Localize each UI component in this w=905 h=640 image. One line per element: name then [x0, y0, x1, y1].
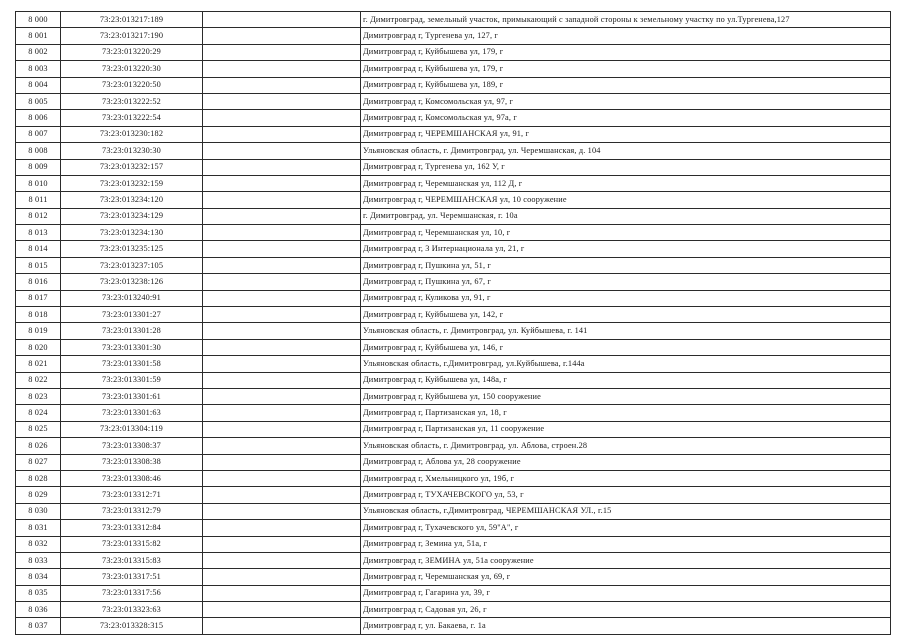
- table-row: [16, 356, 891, 372]
- address-cell: Димитровград г, 3 Интернационала ул, 21, г: [361, 241, 891, 257]
- table-row: [16, 421, 891, 437]
- row-number-cell: 8 019: [16, 323, 61, 339]
- address-cell: Димитровград г, Комсомольская ул, 97а, г: [361, 110, 891, 126]
- empty-cell: [203, 487, 361, 503]
- address-cell: Димитровград г, Гагарина ул, 39, г: [361, 585, 891, 601]
- cadastral-number-cell: 73:23:013234:130: [61, 225, 203, 241]
- table-row: [16, 470, 891, 486]
- empty-cell: [203, 569, 361, 585]
- cadastral-number-cell: 73:23:013232:157: [61, 159, 203, 175]
- row-number-cell: 8 034: [16, 569, 61, 585]
- address-cell: Димитровград г, ЧЕРЕМШАНСКАЯ ул, 10 сооружение: [361, 192, 891, 208]
- cadastral-number-cell: 73:23:013301:27: [61, 307, 203, 323]
- table-row: [16, 28, 891, 44]
- row-number-cell: 8 020: [16, 339, 61, 355]
- row-number-cell: 8 011: [16, 192, 61, 208]
- address-cell: г. Димитровград, ул. Черемшанская, г. 10а: [361, 208, 891, 224]
- empty-cell: [203, 257, 361, 273]
- cadastral-number-cell: 73:23:013217:190: [61, 28, 203, 44]
- table-row: [16, 503, 891, 519]
- cadastral-number-cell: 73:23:013308:38: [61, 454, 203, 470]
- empty-cell: [203, 159, 361, 175]
- row-number-cell: 8 023: [16, 388, 61, 404]
- empty-cell: [203, 274, 361, 290]
- table-row: [16, 208, 891, 224]
- address-cell: Димитровград г, Куйбышева ул, 179, г: [361, 44, 891, 60]
- address-cell: Димитровград г, ЧЕРЕМШАНСКАЯ ул, 91, г: [361, 126, 891, 142]
- cadastral-number-cell: 73:23:013230:182: [61, 126, 203, 142]
- row-number-cell: 8 024: [16, 405, 61, 421]
- table-row: [16, 487, 891, 503]
- table-row: [16, 257, 891, 273]
- table-row: [16, 110, 891, 126]
- cadastral-number-cell: 73:23:013312:79: [61, 503, 203, 519]
- cadastral-number-cell: 73:23:013317:56: [61, 585, 203, 601]
- table-row: [16, 61, 891, 77]
- address-cell: Димитровград г, Партизанская ул, 18, г: [361, 405, 891, 421]
- row-number-cell: 8 013: [16, 225, 61, 241]
- table-row: [16, 536, 891, 552]
- row-number-cell: 8 025: [16, 421, 61, 437]
- row-number-cell: 8 004: [16, 77, 61, 93]
- row-number-cell: 8 009: [16, 159, 61, 175]
- empty-cell: [203, 356, 361, 372]
- row-number-cell: 8 007: [16, 126, 61, 142]
- cadastral-number-cell: 73:23:013237:105: [61, 257, 203, 273]
- table-row: [16, 339, 891, 355]
- cadastral-number-cell: 73:23:013317:51: [61, 569, 203, 585]
- address-cell: Димитровград г, Комсомольская ул, 97, г: [361, 93, 891, 109]
- empty-cell: [203, 602, 361, 618]
- table-row: [16, 44, 891, 60]
- row-number-cell: 8 032: [16, 536, 61, 552]
- cadastral-number-cell: 73:23:013220:50: [61, 77, 203, 93]
- empty-cell: [203, 192, 361, 208]
- cadastral-number-cell: 73:23:013222:52: [61, 93, 203, 109]
- empty-cell: [203, 552, 361, 568]
- cadastral-number-cell: 73:23:013234:120: [61, 192, 203, 208]
- row-number-cell: 8 014: [16, 241, 61, 257]
- table-row: [16, 290, 891, 306]
- row-number-cell: 8 010: [16, 175, 61, 191]
- empty-cell: [203, 421, 361, 437]
- address-cell: Димитровград г, Куйбышева ул, 142, г: [361, 307, 891, 323]
- address-cell: Ульяновская область, г. Димитровград, ул. Аблова, строен.28: [361, 438, 891, 454]
- address-cell: Димитровград г, Садовая ул, 26, г: [361, 602, 891, 618]
- address-cell: Ульяновская область, г. Димитровград, ул. Черемшанская, д. 104: [361, 143, 891, 159]
- table-row: [16, 372, 891, 388]
- cadastral-number-cell: 73:23:013238:126: [61, 274, 203, 290]
- row-number-cell: 8 003: [16, 61, 61, 77]
- empty-cell: [203, 110, 361, 126]
- document-page: [15, 11, 890, 635]
- address-cell: Димитровград г, Хмельницкого ул, 19б, г: [361, 470, 891, 486]
- row-number-cell: 8 030: [16, 503, 61, 519]
- row-number-cell: 8 000: [16, 12, 61, 28]
- cadastral-number-cell: 73:23:013222:54: [61, 110, 203, 126]
- cadastral-number-cell: 73:23:013220:29: [61, 44, 203, 60]
- row-number-cell: 8 001: [16, 28, 61, 44]
- address-cell: Димитровград г, Черемшанская ул, 112 Д, г: [361, 175, 891, 191]
- address-cell: Ульяновская область, г. Димитровград, ул. Куйбышева, г. 141: [361, 323, 891, 339]
- row-number-cell: 8 022: [16, 372, 61, 388]
- empty-cell: [203, 126, 361, 142]
- table-row: [16, 126, 891, 142]
- cadastral-number-cell: 73:23:013301:59: [61, 372, 203, 388]
- address-cell: Димитровград г, Куйбышева ул, 179, г: [361, 61, 891, 77]
- cadastral-number-cell: 73:23:013240:91: [61, 290, 203, 306]
- cadastral-number-cell: 73:23:013308:37: [61, 438, 203, 454]
- empty-cell: [203, 585, 361, 601]
- table-row: [16, 520, 891, 536]
- empty-cell: [203, 405, 361, 421]
- address-cell: Димитровград г, Тургенева ул, 162 У, г: [361, 159, 891, 175]
- address-cell: Ульяновская область, г.Димитровград, ул.Куйбышева, г.144а: [361, 356, 891, 372]
- row-number-cell: 8 036: [16, 602, 61, 618]
- table-row: [16, 323, 891, 339]
- table-row: [16, 307, 891, 323]
- cadastral-number-cell: 73:23:013301:58: [61, 356, 203, 372]
- table-row: [16, 175, 891, 191]
- address-cell: Димитровград г, Куйбышева ул, 150 сооружение: [361, 388, 891, 404]
- empty-cell: [203, 372, 361, 388]
- empty-cell: [203, 44, 361, 60]
- row-number-cell: 8 037: [16, 618, 61, 634]
- address-cell: Димитровград г, Тухачевского ул, 59"А", г: [361, 520, 891, 536]
- row-number-cell: 8 029: [16, 487, 61, 503]
- row-number-cell: 8 017: [16, 290, 61, 306]
- table-row: [16, 405, 891, 421]
- cadastral-number-cell: 73:23:013301:63: [61, 405, 203, 421]
- cadastral-number-cell: 73:23:013315:83: [61, 552, 203, 568]
- address-cell: Димитровград г, Пушкина ул, 67, г: [361, 274, 891, 290]
- cadastral-number-cell: 73:23:013315:82: [61, 536, 203, 552]
- empty-cell: [203, 208, 361, 224]
- address-cell: Димитровград г, Черемшанская ул, 69, г: [361, 569, 891, 585]
- cadastral-number-cell: 73:23:013301:30: [61, 339, 203, 355]
- row-number-cell: 8 035: [16, 585, 61, 601]
- table-row: [16, 438, 891, 454]
- empty-cell: [203, 618, 361, 634]
- empty-cell: [203, 290, 361, 306]
- empty-cell: [203, 175, 361, 191]
- table-row: [16, 93, 891, 109]
- empty-cell: [203, 339, 361, 355]
- table-row: [16, 388, 891, 404]
- registry-table: [15, 11, 891, 635]
- empty-cell: [203, 225, 361, 241]
- row-number-cell: 8 018: [16, 307, 61, 323]
- table-row: [16, 159, 891, 175]
- empty-cell: [203, 503, 361, 519]
- empty-cell: [203, 143, 361, 159]
- empty-cell: [203, 12, 361, 28]
- row-number-cell: 8 027: [16, 454, 61, 470]
- table-row: [16, 12, 891, 28]
- empty-cell: [203, 438, 361, 454]
- address-cell: Димитровград г, Куйбышева ул, 146, г: [361, 339, 891, 355]
- registry-table-body: [16, 12, 891, 635]
- cadastral-number-cell: 73:23:013323:63: [61, 602, 203, 618]
- table-row: [16, 585, 891, 601]
- empty-cell: [203, 323, 361, 339]
- table-row: [16, 192, 891, 208]
- table-row: [16, 274, 891, 290]
- row-number-cell: 8 033: [16, 552, 61, 568]
- empty-cell: [203, 536, 361, 552]
- empty-cell: [203, 520, 361, 536]
- address-cell: Ульяновская область, г.Димитровград, ЧЕРЕМШАНСКАЯ УЛ., г.15: [361, 503, 891, 519]
- address-cell: г. Димитровград, земельный участок, примыкающий с западной стороны к земельному участку по ул.Тургенева,127: [361, 12, 891, 28]
- table-row: [16, 454, 891, 470]
- address-cell: Димитровград г, Черемшанская ул, 10, г: [361, 225, 891, 241]
- cadastral-number-cell: 73:23:013308:46: [61, 470, 203, 486]
- address-cell: Димитровград г, Пушкина ул, 51, г: [361, 257, 891, 273]
- table-row: [16, 241, 891, 257]
- table-row: [16, 602, 891, 618]
- row-number-cell: 8 026: [16, 438, 61, 454]
- cadastral-number-cell: 73:23:013304:119: [61, 421, 203, 437]
- table-row: [16, 618, 891, 634]
- cadastral-number-cell: 73:23:013230:30: [61, 143, 203, 159]
- address-cell: Димитровград г, Куйбышева ул, 148а, г: [361, 372, 891, 388]
- address-cell: Димитровград г, Партизанская ул, 11 сооружение: [361, 421, 891, 437]
- cadastral-number-cell: 73:23:013301:61: [61, 388, 203, 404]
- empty-cell: [203, 388, 361, 404]
- cadastral-number-cell: 73:23:013328:315: [61, 618, 203, 634]
- empty-cell: [203, 241, 361, 257]
- address-cell: Димитровград г, ЗЕМИНА ул, 51а сооружение: [361, 552, 891, 568]
- address-cell: Димитровград г, ул. Бакаева, г. 1а: [361, 618, 891, 634]
- cadastral-number-cell: 73:23:013234:129: [61, 208, 203, 224]
- row-number-cell: 8 031: [16, 520, 61, 536]
- cadastral-number-cell: 73:23:013235:125: [61, 241, 203, 257]
- table-row: [16, 225, 891, 241]
- row-number-cell: 8 016: [16, 274, 61, 290]
- table-row: [16, 143, 891, 159]
- empty-cell: [203, 28, 361, 44]
- cadastral-number-cell: 73:23:013301:28: [61, 323, 203, 339]
- address-cell: Димитровград г, Куйбышева ул, 189, г: [361, 77, 891, 93]
- empty-cell: [203, 77, 361, 93]
- table-row: [16, 77, 891, 93]
- empty-cell: [203, 93, 361, 109]
- table-row: [16, 569, 891, 585]
- row-number-cell: 8 015: [16, 257, 61, 273]
- address-cell: Димитровград г, Земина ул, 51а, г: [361, 536, 891, 552]
- empty-cell: [203, 61, 361, 77]
- cadastral-number-cell: 73:23:013220:30: [61, 61, 203, 77]
- cadastral-number-cell: 73:23:013312:71: [61, 487, 203, 503]
- address-cell: Димитровград г, Куликова ул, 91, г: [361, 290, 891, 306]
- empty-cell: [203, 470, 361, 486]
- empty-cell: [203, 454, 361, 470]
- row-number-cell: 8 002: [16, 44, 61, 60]
- address-cell: Димитровград г, ТУХАЧЕВСКОГО ул, 53, г: [361, 487, 891, 503]
- row-number-cell: 8 028: [16, 470, 61, 486]
- empty-cell: [203, 307, 361, 323]
- cadastral-number-cell: 73:23:013312:84: [61, 520, 203, 536]
- address-cell: Димитровград г, Аблова ул, 28 сооружение: [361, 454, 891, 470]
- address-cell: Димитровград г, Тургенева ул, 127, г: [361, 28, 891, 44]
- row-number-cell: 8 021: [16, 356, 61, 372]
- row-number-cell: 8 005: [16, 93, 61, 109]
- row-number-cell: 8 006: [16, 110, 61, 126]
- table-row: [16, 552, 891, 568]
- row-number-cell: 8 012: [16, 208, 61, 224]
- cadastral-number-cell: 73:23:013232:159: [61, 175, 203, 191]
- cadastral-number-cell: 73:23:013217:189: [61, 12, 203, 28]
- row-number-cell: 8 008: [16, 143, 61, 159]
